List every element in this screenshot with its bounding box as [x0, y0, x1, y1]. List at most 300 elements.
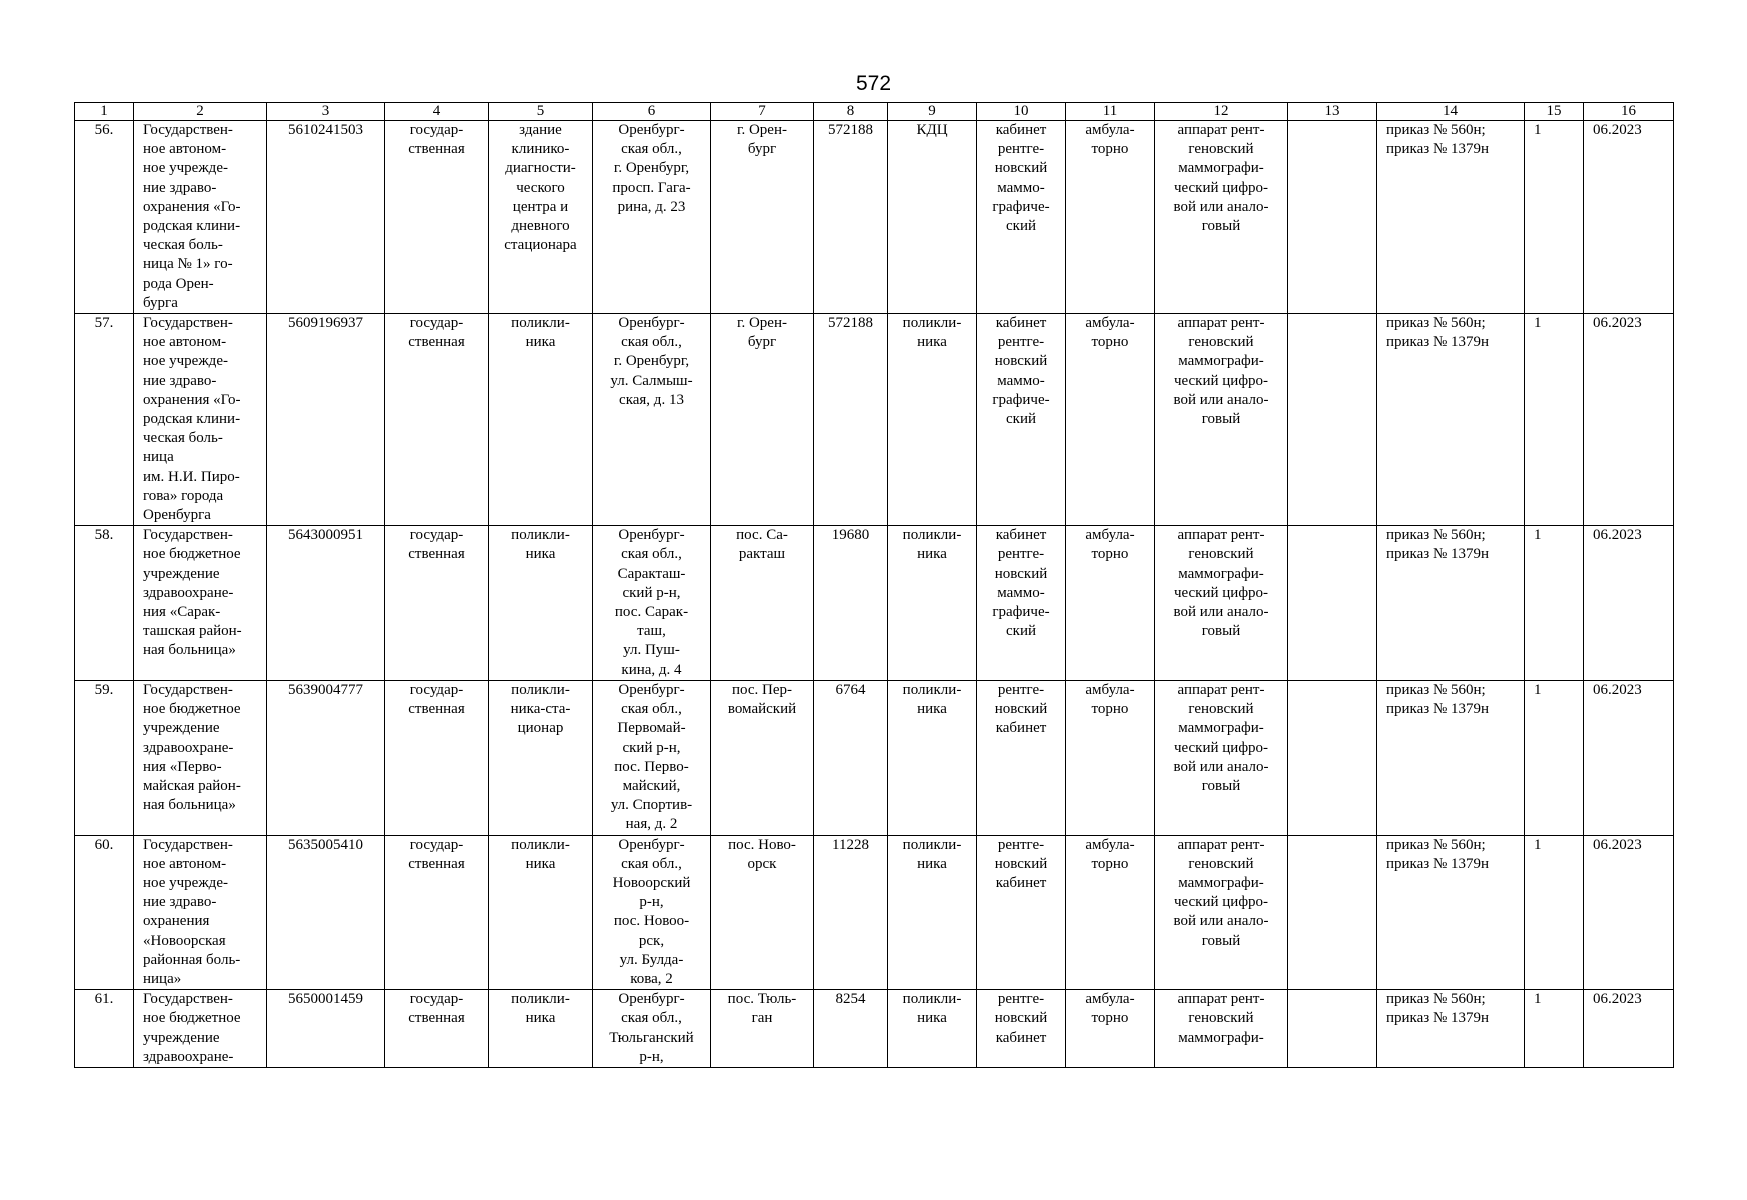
ownership-form-cell: [385, 835, 489, 990]
organization-name-line: рода Орен-: [143, 275, 214, 292]
room-type-line: графиче-: [992, 198, 1050, 215]
unit-type-line: КДЦ: [916, 122, 948, 138]
equipment-cell: [1155, 680, 1288, 835]
column-number-13: 13: [1288, 103, 1377, 121]
settlement-line: бург: [747, 141, 777, 158]
settlement-line: бург: [747, 334, 777, 351]
order-reference-line: приказ № 1379н: [1386, 1010, 1490, 1027]
address-line: ский р-н,: [622, 584, 681, 601]
organization-name-line: здравоохране-: [143, 739, 234, 756]
population-cell: 6764: [814, 680, 888, 835]
address-line: Оренбург-: [618, 315, 685, 332]
care-conditions-line: торно: [1091, 546, 1129, 563]
ownership-form-cell: [385, 990, 489, 1068]
organization-name-cell: [134, 680, 267, 835]
settlement-line: ракташ: [738, 546, 786, 563]
organization-name-line: охранения «Го-: [143, 198, 241, 215]
inn-cell: 5643000951: [267, 526, 385, 681]
table-row: [75, 121, 1674, 314]
settlement-line: г. Орен-: [737, 315, 787, 332]
ownership-form-line: государ-: [409, 122, 464, 138]
room-type-line: рентге-: [997, 546, 1045, 563]
organization-name-line: ташская район-: [143, 623, 242, 640]
equipment-line: вой или анало-: [1173, 913, 1269, 930]
column-13-cell: [1288, 526, 1377, 681]
table-row: [75, 990, 1674, 1068]
ownership-form-cell: [385, 121, 489, 314]
ownership-form-line: ственная: [408, 701, 465, 718]
building-type-cell: [489, 835, 593, 990]
room-type-line: рентге-: [997, 334, 1045, 351]
unit-type-cell: [888, 680, 977, 835]
ownership-form-line: государ-: [409, 681, 464, 698]
building-type-line: поликли-: [511, 527, 570, 544]
settlement-line: г. Орен-: [737, 122, 787, 138]
ownership-form-line: государ-: [409, 315, 464, 332]
organization-name-line: ное учрежде-: [143, 874, 228, 891]
column-13-cell: [1288, 314, 1377, 526]
address-line: р-н,: [639, 1048, 664, 1065]
address-line: г. Оренбург,: [613, 160, 690, 177]
equipment-line: аппарат рент-: [1177, 122, 1265, 138]
organization-name-line: учреждение: [143, 720, 220, 737]
care-conditions-line: торно: [1091, 141, 1129, 158]
room-type-line: кабинет: [995, 122, 1047, 138]
row-number-cell: 58.: [75, 526, 134, 681]
equipment-line: аппарат рент-: [1177, 836, 1265, 853]
room-type-line: рентге-: [997, 141, 1045, 158]
address-cell: [593, 314, 711, 526]
organization-name-line: здравоохране-: [143, 584, 234, 601]
organization-name-line: бурга: [143, 294, 178, 311]
equipment-line: маммографи-: [1178, 353, 1264, 370]
row-number-cell: 57.: [75, 314, 134, 526]
equipment-line: аппарат рент-: [1177, 315, 1265, 332]
equipment-line: говый: [1201, 411, 1241, 428]
settlement-line: пос. Ново-: [728, 836, 796, 853]
unit-type-line: ника: [917, 334, 947, 351]
address-cell: [593, 835, 711, 990]
order-reference-cell: [1377, 121, 1525, 314]
date-cell: 06.2023: [1584, 526, 1674, 681]
building-type-line: клинико-: [511, 141, 570, 158]
data-table: [74, 102, 1674, 1068]
address-line: Оренбург-: [618, 681, 685, 698]
equipment-line: вой или анало-: [1173, 604, 1269, 621]
building-type-cell: [489, 121, 593, 314]
building-type-line: ника-ста-: [510, 701, 571, 718]
inn-cell: 5610241503: [267, 121, 385, 314]
unit-type-line: ника: [917, 701, 947, 718]
room-type-line: новский: [994, 1010, 1048, 1027]
address-line: ская обл.,: [621, 546, 682, 563]
address-line: ская обл.,: [621, 1010, 682, 1027]
room-type-line: новский: [994, 565, 1048, 582]
column-number-3: 3: [267, 103, 385, 121]
care-conditions-cell: [1066, 121, 1155, 314]
address-line: ная, д. 2: [625, 816, 678, 833]
care-conditions-line: торно: [1091, 1010, 1129, 1027]
unit-type-line: поликли-: [902, 315, 962, 332]
building-type-line: ционар: [517, 720, 564, 737]
inn-cell: 5609196937: [267, 314, 385, 526]
order-reference-line: приказ № 560н;: [1386, 122, 1486, 138]
organization-name-line: Государствен-: [143, 991, 233, 1008]
ownership-form-line: ственная: [408, 855, 465, 872]
organization-name-line: ница № 1» го-: [143, 256, 233, 273]
unit-type-line: поликли-: [902, 991, 962, 1008]
equipment-line: маммографи-: [1178, 160, 1264, 177]
population-cell: 8254: [814, 990, 888, 1068]
room-type-line: кабинет: [995, 315, 1047, 332]
organization-name-line: майская район-: [143, 777, 241, 794]
settlement-cell: [711, 990, 814, 1068]
quantity-cell: 1: [1525, 121, 1584, 314]
column-number-2: 2: [134, 103, 267, 121]
organization-name-line: ная больница»: [143, 797, 236, 814]
settlement-cell: [711, 314, 814, 526]
address-line: Тюльганский: [609, 1029, 694, 1046]
building-type-line: ника: [525, 546, 556, 563]
organization-name-line: ческая боль-: [143, 430, 223, 447]
equipment-line: аппарат рент-: [1177, 991, 1265, 1008]
settlement-line: вомайский: [727, 701, 797, 718]
organization-name-line: районная боль-: [143, 951, 241, 968]
room-type-cell: [977, 121, 1066, 314]
settlement-cell: [711, 835, 814, 990]
organization-name-line: ное бюджетное: [143, 1010, 241, 1027]
organization-name-line: родская клини-: [143, 411, 241, 428]
address-line: кина, д. 4: [621, 661, 682, 678]
equipment-line: геновский: [1188, 546, 1254, 563]
equipment-cell: [1155, 121, 1288, 314]
organization-name-cell: [134, 121, 267, 314]
unit-type-line: поликли-: [902, 836, 962, 853]
unit-type-cell: [888, 121, 977, 314]
column-number-11: 11: [1066, 103, 1155, 121]
address-line: Новоорский: [612, 874, 691, 891]
organization-name-line: ное учрежде-: [143, 353, 228, 370]
care-conditions-cell: [1066, 526, 1155, 681]
building-type-cell: [489, 990, 593, 1068]
address-line: пос. Перво-: [614, 758, 689, 775]
equipment-line: вой или анало-: [1173, 198, 1269, 215]
ownership-form-line: ственная: [408, 334, 465, 351]
table-row: [75, 835, 1674, 990]
order-reference-line: приказ № 560н;: [1386, 315, 1486, 332]
equipment-cell: [1155, 314, 1288, 526]
room-type-line: маммо-: [997, 372, 1045, 389]
address-line: пос. Новоо-: [613, 913, 690, 930]
unit-type-line: ника: [917, 855, 947, 872]
equipment-line: вой или анало-: [1173, 758, 1269, 775]
equipment-line: ческий цифро-: [1173, 584, 1269, 601]
inn-cell: 5650001459: [267, 990, 385, 1068]
address-line: ул. Булда-: [619, 951, 684, 968]
ownership-form-cell: [385, 526, 489, 681]
room-type-cell: [977, 680, 1066, 835]
room-type-cell: [977, 314, 1066, 526]
organization-name-line: учреждение: [143, 1029, 220, 1046]
care-conditions-line: амбула-: [1085, 681, 1135, 698]
quantity-cell: 1: [1525, 680, 1584, 835]
organization-name-line: Государствен-: [143, 681, 233, 698]
column-number-14: 14: [1377, 103, 1525, 121]
order-reference-cell: [1377, 526, 1525, 681]
building-type-line: стационара: [504, 237, 577, 254]
equipment-line: аппарат рент-: [1177, 681, 1265, 698]
equipment-line: ческий цифро-: [1173, 372, 1269, 389]
address-line: Оренбург-: [618, 836, 685, 853]
room-type-line: маммо-: [997, 179, 1045, 196]
column-13-cell: [1288, 680, 1377, 835]
organization-name-line: родская клини-: [143, 218, 241, 235]
address-cell: [593, 526, 711, 681]
date-cell: 06.2023: [1584, 314, 1674, 526]
equipment-line: ческий цифро-: [1173, 179, 1269, 196]
population-cell: 11228: [814, 835, 888, 990]
care-conditions-line: амбула-: [1085, 836, 1135, 853]
column-number-15: 15: [1525, 103, 1584, 121]
organization-name-line: охранения «Го-: [143, 391, 241, 408]
ownership-form-line: государ-: [409, 527, 464, 544]
ownership-form-cell: [385, 314, 489, 526]
building-type-line: диагности-: [505, 160, 576, 177]
address-line: ская, д. 13: [619, 391, 684, 408]
organization-name-line: ное бюджетное: [143, 701, 241, 718]
table-row: [75, 680, 1674, 835]
organization-name-line: ние здраво-: [143, 894, 217, 911]
care-conditions-line: амбула-: [1085, 991, 1135, 1008]
equipment-line: маммографи-: [1178, 720, 1264, 737]
quantity-cell: 1: [1525, 526, 1584, 681]
equipment-line: говый: [1201, 777, 1241, 794]
organization-name-line: ное бюджетное: [143, 546, 241, 563]
address-line: Оренбург-: [618, 991, 685, 1008]
column-13-cell: [1288, 990, 1377, 1068]
equipment-line: геновский: [1188, 141, 1254, 158]
address-line: ская обл.,: [621, 855, 682, 872]
organization-name-cell: [134, 835, 267, 990]
organization-name-line: ное автоном-: [143, 334, 227, 351]
order-reference-line: приказ № 1379н: [1386, 855, 1490, 872]
order-reference-line: приказ № 560н;: [1386, 681, 1486, 698]
order-reference-line: приказ № 560н;: [1386, 991, 1486, 1008]
address-cell: [593, 121, 711, 314]
order-reference-cell: [1377, 835, 1525, 990]
date-cell: 06.2023: [1584, 680, 1674, 835]
building-type-cell: [489, 526, 593, 681]
column-number-9: 9: [888, 103, 977, 121]
equipment-cell: [1155, 835, 1288, 990]
building-type-cell: [489, 314, 593, 526]
room-type-line: графиче-: [992, 391, 1050, 408]
date-cell: 06.2023: [1584, 121, 1674, 314]
building-type-line: поликли-: [511, 991, 570, 1008]
organization-name-line: Государствен-: [143, 315, 233, 332]
room-type-line: новский: [994, 855, 1048, 872]
column-number-16: 16: [1584, 103, 1674, 121]
building-type-cell: [489, 680, 593, 835]
building-type-line: здание: [519, 122, 562, 138]
address-line: р-н,: [639, 894, 664, 911]
equipment-line: маммографи-: [1178, 1029, 1264, 1046]
care-conditions-cell: [1066, 835, 1155, 990]
room-type-line: новский: [994, 701, 1048, 718]
equipment-line: ческий цифро-: [1173, 739, 1269, 756]
address-line: рина, д. 23: [617, 198, 686, 215]
room-type-line: рентге-: [997, 991, 1045, 1008]
organization-name-line: учреждение: [143, 565, 220, 582]
organization-name-cell: [134, 526, 267, 681]
equipment-line: ческий цифро-: [1173, 894, 1269, 911]
organization-name-line: ние здраво-: [143, 372, 217, 389]
column-13-cell: [1288, 835, 1377, 990]
unit-type-line: ника: [917, 546, 947, 563]
row-number-cell: 60.: [75, 835, 134, 990]
building-type-line: дневного: [511, 218, 570, 235]
care-conditions-line: амбула-: [1085, 527, 1135, 544]
order-reference-cell: [1377, 680, 1525, 835]
organization-name-line: ное автоном-: [143, 141, 227, 158]
care-conditions-line: амбула-: [1085, 315, 1135, 332]
unit-type-line: ника: [917, 1010, 947, 1027]
order-reference-line: приказ № 560н;: [1386, 527, 1486, 544]
unit-type-line: поликли-: [902, 681, 962, 698]
address-line: рск,: [638, 932, 665, 949]
population-cell: 19680: [814, 526, 888, 681]
unit-type-cell: [888, 526, 977, 681]
inn-cell: 5635005410: [267, 835, 385, 990]
room-type-line: кабинет: [995, 1029, 1047, 1046]
address-line: кова, 2: [630, 970, 673, 987]
column-number-6: 6: [593, 103, 711, 121]
address-line: таш,: [637, 623, 666, 640]
building-type-line: ника: [525, 334, 556, 351]
row-number-cell: 61.: [75, 990, 134, 1068]
table-row: [75, 526, 1674, 681]
column-number-row: [75, 103, 1674, 121]
organization-name-line: Государствен-: [143, 527, 233, 544]
room-type-cell: [977, 990, 1066, 1068]
care-conditions-cell: [1066, 680, 1155, 835]
ownership-form-line: ственная: [408, 141, 465, 158]
order-reference-line: приказ № 1379н: [1386, 546, 1490, 563]
building-type-line: ника: [525, 855, 556, 872]
organization-name-line: гова» города: [143, 487, 224, 504]
settlement-cell: [711, 526, 814, 681]
column-number-4: 4: [385, 103, 489, 121]
room-type-line: ский: [1006, 411, 1036, 428]
address-cell: [593, 680, 711, 835]
address-line: ул. Салмыш-: [610, 372, 693, 389]
organization-name-line: ница: [143, 449, 174, 466]
room-type-line: кабинет: [995, 874, 1047, 891]
equipment-line: вой или анало-: [1173, 391, 1269, 408]
address-line: пос. Сарак-: [614, 604, 689, 621]
ownership-form-line: государ-: [409, 836, 464, 853]
room-type-line: графиче-: [992, 604, 1050, 621]
room-type-cell: [977, 526, 1066, 681]
column-number-7: 7: [711, 103, 814, 121]
building-type-line: ника: [525, 1010, 556, 1027]
room-type-line: новский: [994, 160, 1048, 177]
room-type-line: новский: [994, 353, 1048, 370]
organization-name-line: им. Н.И. Пиро-: [143, 468, 240, 485]
ownership-form-line: ственная: [408, 1010, 465, 1027]
equipment-line: аппарат рент-: [1177, 527, 1265, 544]
organization-name-line: ния «Перво-: [143, 758, 222, 775]
organization-name-line: ние здраво-: [143, 179, 217, 196]
room-type-line: кабинет: [995, 527, 1047, 544]
address-line: ул. Пуш-: [623, 642, 680, 659]
care-conditions-cell: [1066, 314, 1155, 526]
order-reference-cell: [1377, 990, 1525, 1068]
order-reference-line: приказ № 1379н: [1386, 701, 1490, 718]
equipment-line: геновский: [1188, 334, 1254, 351]
room-type-cell: [977, 835, 1066, 990]
organization-name-line: здравоохране-: [143, 1048, 234, 1065]
care-conditions-cell: [1066, 990, 1155, 1068]
building-type-line: центра и: [512, 198, 569, 215]
address-line: ская обл.,: [621, 141, 682, 158]
care-conditions-line: торно: [1091, 855, 1129, 872]
organization-name-cell: [134, 990, 267, 1068]
inn-cell: 5639004777: [267, 680, 385, 835]
equipment-line: геновский: [1188, 1010, 1254, 1027]
equipment-cell: [1155, 526, 1288, 681]
organization-name-line: Государствен-: [143, 122, 233, 138]
date-cell: 06.2023: [1584, 835, 1674, 990]
unit-type-cell: [888, 990, 977, 1068]
room-type-line: кабинет: [995, 720, 1047, 737]
address-line: Первомай-: [617, 720, 686, 737]
table-row: [75, 314, 1674, 526]
quantity-cell: 1: [1525, 990, 1584, 1068]
quantity-cell: 1: [1525, 835, 1584, 990]
order-reference-line: приказ № 1379н: [1386, 141, 1490, 158]
row-number-cell: 56.: [75, 121, 134, 314]
date-cell: 06.2023: [1584, 990, 1674, 1068]
address-line: просп. Гага-: [612, 179, 691, 196]
page-number: 572: [855, 72, 892, 95]
ownership-form-line: государ-: [409, 991, 464, 1008]
equipment-line: геновский: [1188, 855, 1254, 872]
organization-name-line: ница»: [143, 970, 182, 987]
address-line: майский,: [622, 777, 681, 794]
building-type-line: поликли-: [511, 315, 570, 332]
order-reference-line: приказ № 1379н: [1386, 334, 1490, 351]
unit-type-line: поликли-: [902, 527, 962, 544]
room-type-line: рентге-: [997, 681, 1045, 698]
organization-name-line: ческая боль-: [143, 237, 223, 254]
column-number-1: 1: [75, 103, 134, 121]
order-reference-line: приказ № 560н;: [1386, 836, 1486, 853]
organization-name-line: ное учрежде-: [143, 160, 228, 177]
organization-name-cell: [134, 314, 267, 526]
column-number-8: 8: [814, 103, 888, 121]
organization-name-line: ное автоном-: [143, 855, 227, 872]
ownership-form-cell: [385, 680, 489, 835]
building-type-line: ческого: [516, 179, 565, 196]
organization-name-line: «Новоорская: [143, 932, 226, 949]
population-cell: 572188: [814, 121, 888, 314]
unit-type-cell: [888, 314, 977, 526]
settlement-cell: [711, 121, 814, 314]
address-line: Оренбург-: [618, 122, 685, 138]
building-type-line: поликли-: [511, 681, 570, 698]
settlement-cell: [711, 680, 814, 835]
